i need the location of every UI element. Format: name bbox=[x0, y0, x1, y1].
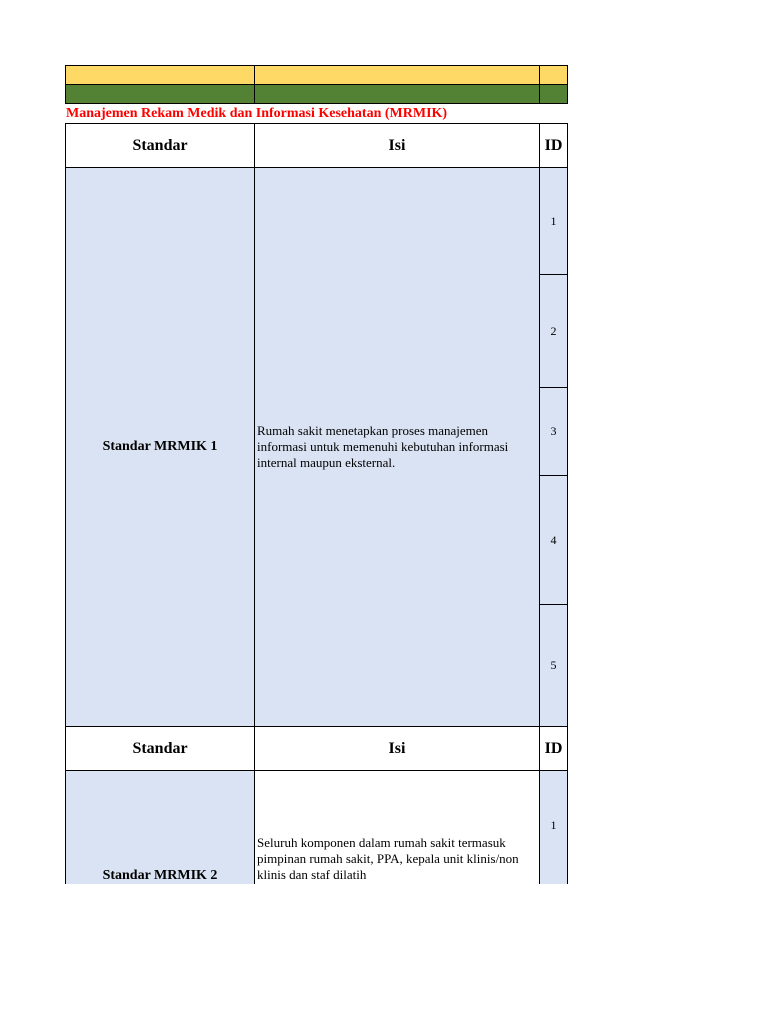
green-cell-isi bbox=[254, 84, 540, 104]
standar-cell: Standar MRMIK 2 bbox=[65, 770, 255, 884]
id-cell: 5 bbox=[539, 604, 568, 727]
isi-cell: Seluruh komponen dalam rumah sakit termasuk pimpinan rumah sakit, PPA, kepala unit klinis/non klinis dan staf dilatih bbox=[254, 770, 540, 884]
yellow-cell-standar bbox=[65, 65, 255, 85]
green-band-row bbox=[65, 84, 568, 104]
header-isi: Isi bbox=[254, 123, 540, 168]
isi-cell: Rumah sakit menetapkan proses manajemen informasi untuk memenuhi kebutuhan informasi internal maupun eksternal. bbox=[254, 167, 540, 727]
section-row-mrmik-2 bbox=[65, 770, 568, 884]
header-id: ID bbox=[539, 123, 568, 168]
yellow-band-row bbox=[65, 65, 568, 85]
yellow-cell-isi bbox=[254, 65, 540, 85]
sheet-title: Manajemen Rekam Medik dan Informasi Kesehatan (MRMIK) bbox=[66, 106, 448, 121]
header-standar: Standar bbox=[65, 123, 255, 168]
standar-cell: Standar MRMIK 1 bbox=[65, 167, 255, 727]
id-cell: 3 bbox=[539, 387, 568, 476]
id-cell: 4 bbox=[539, 475, 568, 605]
green-cell-id bbox=[539, 84, 568, 104]
green-cell-standar bbox=[65, 84, 255, 104]
yellow-cell-id bbox=[539, 65, 568, 85]
id-cell: 2 bbox=[539, 274, 568, 388]
header-standar: Standar bbox=[65, 726, 255, 771]
id-cell: 1 bbox=[539, 770, 568, 884]
header-row bbox=[65, 726, 568, 771]
header-id: ID bbox=[539, 726, 568, 771]
id-cell: 1 bbox=[539, 167, 568, 275]
header-row bbox=[65, 123, 568, 168]
section-row-mrmik-1 bbox=[65, 167, 568, 727]
header-isi: Isi bbox=[254, 726, 540, 771]
